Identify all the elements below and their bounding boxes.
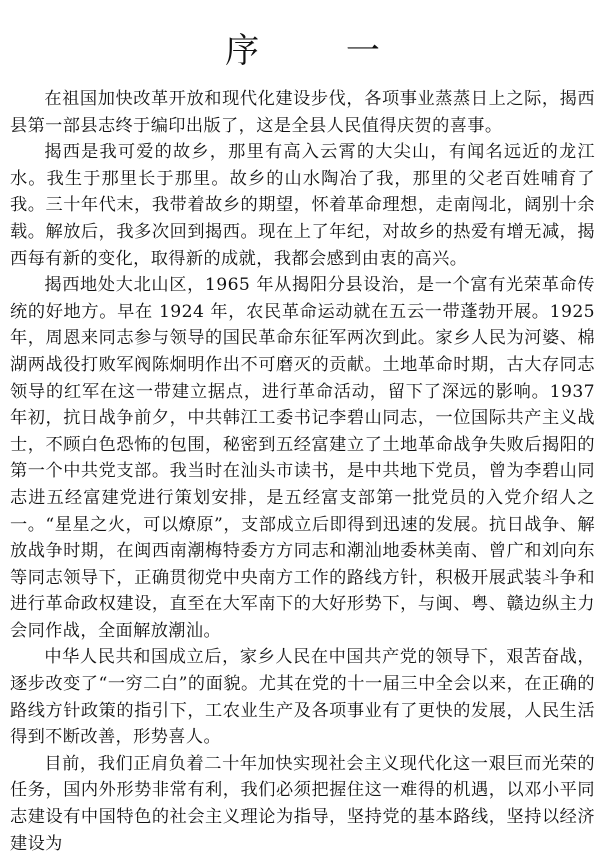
paragraph: 目前，我们正肩负着二十年加快实现社会主义现代化这一艰巨而光荣的任务，国内外形势非常有利，我们必须把握住这一难得的机遇，以邓小平同志建设有中国特色的社会主义理论为指导，坚持党的基本路线，坚持以经济建设为 bbox=[10, 753, 595, 854]
preface-title: 序 一 bbox=[225, 30, 418, 71]
preface-body bbox=[10, 86, 595, 857]
paragraph: 中华人民共和国成立后，家乡人民在中国共产党的领导下，艰苦奋战，逐步改变了“一穷二白”的面貌。尤其在党的十一届三中全会以来，在正确的路线方针政策的指引下，工农业生产及各项事业有了更快的发展，人民生活得到不断改善，形势喜人。 bbox=[10, 647, 595, 748]
paragraph: 揭西是我可爱的故乡，那里有高入云霄的大尖山，有闻名远近的龙江水。我生于那里长于那里。故乡的山水陶冶了我，那里的父老百姓哺育了我。三十年代末，我带着故乡的期望，怀着革命理想，走南闯北，阔别十余载。解放后，我多次回到揭西。现在上了年纪，对故乡的热爱有增无减，揭西每有新的变化，取得新的成就，我都会感到由衷的高兴。 bbox=[10, 142, 595, 269]
paragraph: 揭西地处大北山区，1965 年从揭阳分县设治，是一个富有光荣革命传统的好地方。早在 1924 年，农民革命运动就在五云一带蓬勃开展。1925 年，周恩来同志参与领导的国民革命东征军两次到此。家乡人民为河婆、棉湖两战役打败军阀陈炯明作出不可磨灭的贡献。土地革命时期，古大存同志领导的红军在这一带建立据点，进行革命活动，留下了深远的影响。1937 年初，抗日战争前夕，中共韩江工委书记李碧山同志，一位国际共产主义战士，不顾白色恐怖的包围，秘密到五经富建立了土地革命战争失败后揭阳的第一个中共党支部。我当时在汕头市读书，是中共地下党员，曾为李碧山同志进五经富建党进行策划安排，是五经富支部第一批党员的入党介绍人之一。“星星之火，可以燎原”，支部成立后即得到迅速的发展。抗日战争、解放战争时期，在闽西南潮梅特委方方同志和潮汕地委林美南、曾广和刘向东等同志领导下，正确贯彻党中央南方工作的路线方针，积极开展武装斗争和进行革命政权建设，直至在大军南下的大好形势下，与闽、粤、赣边纵主力会同作战，全面解放潮汕。 bbox=[10, 275, 595, 641]
paragraph: 在祖国加快改革开放和现代化建设步伐，各项事业蒸蒸日上之际，揭西县第一部县志终于编印出版了，这是全县人民值得庆贺的喜事。 bbox=[10, 89, 595, 136]
